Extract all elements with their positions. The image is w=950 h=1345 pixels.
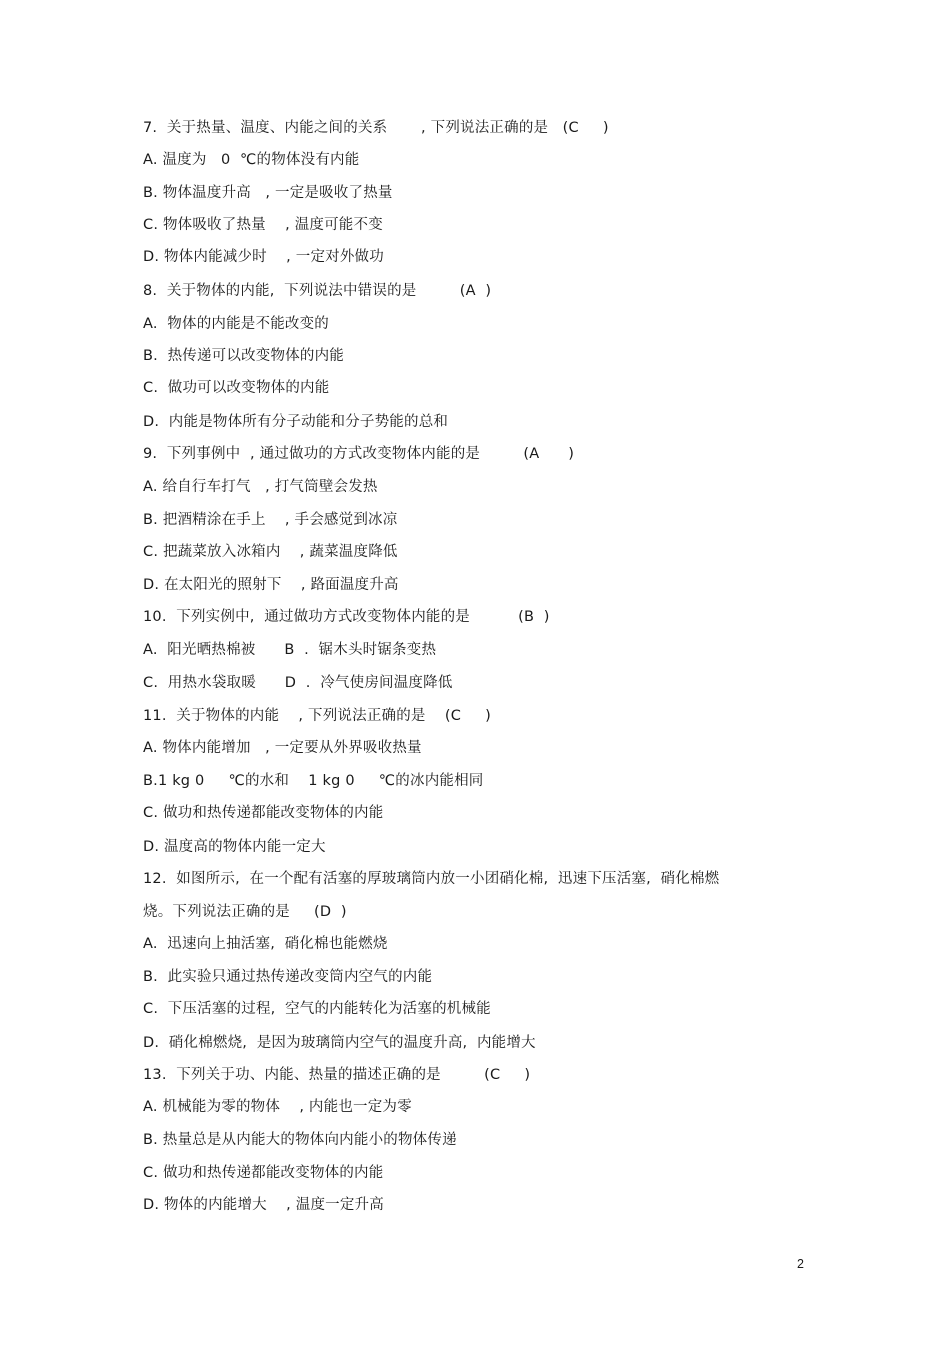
question-12-stem-line-2: 烧。下列说法正确的是 (D ) xyxy=(143,904,347,920)
question-11-option-b: B.1 kg 0 ℃的水和 1 kg 0 ℃的冰内能相同 xyxy=(143,773,484,789)
question-10-options-cd: C. 用热水袋取暖 D . 冷气使房间温度降低 xyxy=(143,675,453,691)
question-12-option-d: D. 硝化棉燃烧, 是因为玻璃筒内空气的温度升高, 内能增大 xyxy=(143,1035,536,1051)
question-9-option-b: B. 把酒精涂在手上 , 手会感觉到冰凉 xyxy=(143,512,398,528)
question-7-stem: 7. 关于热量、温度、内能之间的关系 , 下列说法正确的是 (C ) xyxy=(143,120,609,136)
question-7-option-c: C. 物体吸收了热量 , 温度可能不变 xyxy=(143,217,383,233)
question-11-option-d: D. 温度高的物体内能一定大 xyxy=(143,839,326,855)
question-12-option-b: B. 此实验只通过热传递改变筒内空气的内能 xyxy=(143,969,433,985)
question-13-stem: 13. 下列关于功、内能、热量的描述正确的是 (C ) xyxy=(143,1067,531,1083)
question-9-option-d: D. 在太阳光的照射下 , 路面温度升高 xyxy=(143,577,399,593)
question-7-option-b: B. 物体温度升高 , 一定是吸收了热量 xyxy=(143,185,393,201)
question-10-options-ab: A. 阳光晒热棉被 B . 锯木头时锯条变热 xyxy=(143,642,437,658)
question-13-option-b: B. 热量总是从内能大的物体向内能小的物体传递 xyxy=(143,1132,457,1148)
question-9-option-a: A. 给自行车打气 , 打气筒壁会发热 xyxy=(143,479,378,495)
question-7-option-a: A. 温度为 0 ℃的物体没有内能 xyxy=(143,152,360,168)
question-12-option-c: C. 下压活塞的过程, 空气的内能转化为活塞的机械能 xyxy=(143,1001,491,1017)
question-7-option-d: D. 物体内能减少时 , 一定对外做功 xyxy=(143,249,384,265)
question-8-stem: 8. 关于物体的内能, 下列说法中错误的是 (A ) xyxy=(143,283,492,299)
question-9-stem: 9. 下列事例中 , 通过做功的方式改变物体内能的是 (A ) xyxy=(143,446,575,462)
question-11-option-c: C. 做功和热传递都能改变物体的内能 xyxy=(143,805,384,821)
page-number: 2 xyxy=(797,1257,804,1271)
question-11-stem: 11. 关于物体的内能 , 下列说法正确的是 (C ) xyxy=(143,708,491,724)
question-10-stem: 10. 下列实例中, 通过做功方式改变物体内能的是 (B ) xyxy=(143,609,550,625)
question-13-option-a: A. 机械能为零的物体 , 内能也一定为零 xyxy=(143,1099,412,1115)
question-13-option-c: C. 做功和热传递都能改变物体的内能 xyxy=(143,1165,384,1181)
question-12-stem-line-1: 12. 如图所示, 在一个配有活塞的厚玻璃筒内放一小团硝化棉, 迅速下压活塞, 硝化棉燃 xyxy=(143,871,720,887)
question-12-option-a: A. 迅速向上抽活塞, 硝化棉也能燃烧 xyxy=(143,936,388,952)
question-11-option-a: A. 物体内能增加 , 一定要从外界吸收热量 xyxy=(143,740,422,756)
question-8-option-b: B. 热传递可以改变物体的内能 xyxy=(143,348,344,364)
question-9-option-c: C. 把蔬菜放入冰箱内 , 蔬菜温度降低 xyxy=(143,544,398,560)
question-8-option-d: D. 内能是物体所有分子动能和分子势能的总和 xyxy=(143,414,449,430)
question-8-option-c: C. 做功可以改变物体的内能 xyxy=(143,380,330,396)
question-8-option-a: A. 物体的内能是不能改变的 xyxy=(143,316,329,332)
question-13-option-d: D. 物体的内能增大 , 温度一定升高 xyxy=(143,1197,384,1213)
